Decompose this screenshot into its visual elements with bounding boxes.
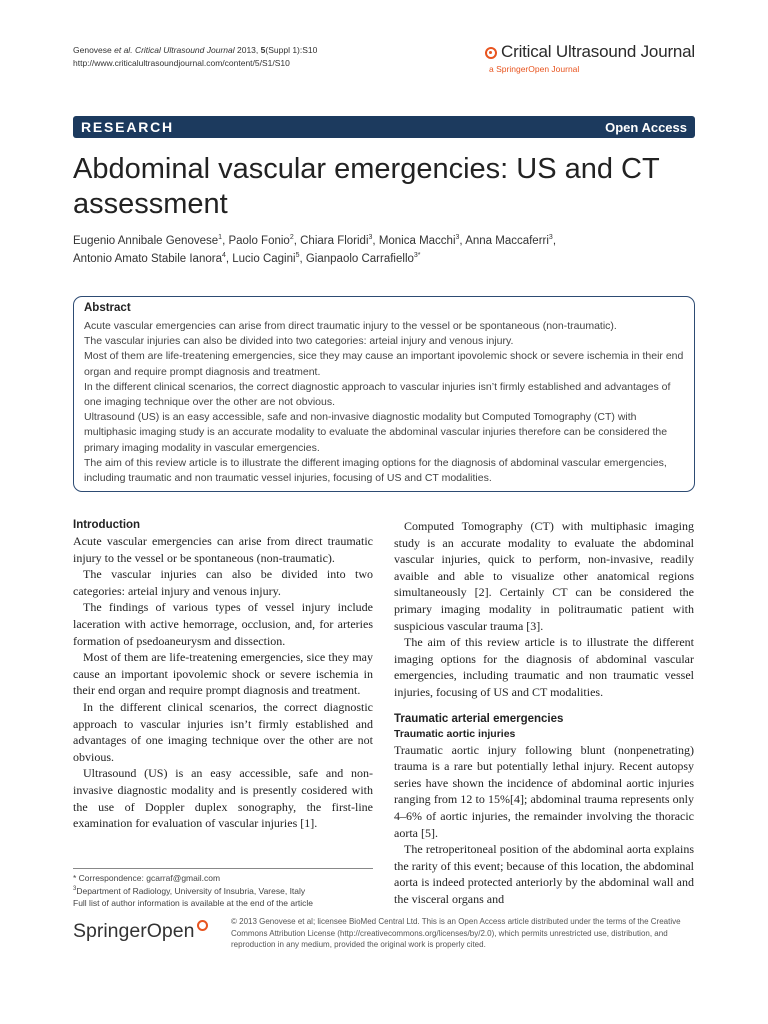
body-paragraph: The findings of various types of vessel injury include laceration with active hemorrage, occlusion, and, for arteries formation of psedoaneurysm and dissection. bbox=[73, 600, 373, 648]
correspondence-note: * Correspondence: gcarraf@gmail.com bbox=[73, 873, 221, 883]
author: Eugenio Annibale Genovese$^1$, bbox=[73, 234, 229, 247]
body-paragraph: Most of them are life-treatening emergencies, sice they may cause an important ipovolemic shock or severe ischemia in their end organ and require prompt diagnosis and treatment. bbox=[73, 650, 373, 698]
abstract-paragraph: The aim of this review article is to illustrate the different imaging options for the diagnosis of abdominal vascular emergencies, including traumatic and non traumatic vessel injuries, focusing of US and CT modalities. bbox=[84, 456, 667, 485]
affiliation-note: $^3$Department of Radiology, University of Insubria, Varese, Italy bbox=[73, 885, 306, 896]
abstract-paragraph: Ultrasound (US) is an easy accessible, safe and non-invasive diagnostic modality but Computed Tomography (CT) with multiphasic imaging study is an accurate modality to evaluate the abdominal vascular injuries therefore can be considered the primary imaging modality in vascular emergencies. bbox=[84, 411, 668, 454]
journal-name: Critical Ultrasound Journal bbox=[501, 42, 695, 61]
author: Lucio Cagini$^5$, bbox=[232, 252, 306, 265]
body-paragraph: In the different clinical scenarios, the correct diagnostic approach to vascular injuries isn’t firmly established and advantages of one imaging technique over the other are not obvious. bbox=[73, 699, 373, 764]
abstract-paragraph: In the different clinical scenarios, the correct diagnostic approach to vascular injuries isn’t firmly established and advantages of one imaging technique over the other are not obvious. bbox=[84, 380, 671, 409]
body-paragraph: Traumatic aortic injury following blunt (nonpenetrating) trauma is a rare but potentially lethal injury. Recent autopsy series have shown the incidence of abdominal aortic injuries ranging from 12 to 15%[4]; abdominal trauma represents only 4–6% of aortic injuries, the remainder involving the thoracic aorta [5]. bbox=[394, 742, 694, 840]
article-title: Abdominal vascular emergencies: US and CT assessment bbox=[73, 153, 660, 220]
body-paragraph: The retroperitoneal position of the abdominal aorta explains the rarity of this event; because of this location, the abdominal aorta is indeed protected anteriorly by the abdominal wall and the visceral organs and bbox=[394, 842, 694, 906]
citation-header bbox=[73, 44, 317, 70]
springer-logo-icon bbox=[197, 920, 208, 931]
body-paragraph: Computed Tomography (CT) with multiphasic imaging study is an accurate modality to evaluate the abdominal vascular injuries, quick to perform, non-invasive, readily avaible and able to visualize other anatomical regions simultaneously [2]. Certainly CT can be considered the primary imaging modality in politraumatic patient with suspicious vascular trauma [3]. bbox=[394, 519, 694, 633]
publisher-logo bbox=[73, 920, 208, 943]
abstract-heading: Abstract bbox=[84, 302, 131, 314]
body-paragraph: The aim of this review article is to illustrate the different imaging options for the diagnosis of abdominal vascular emergencies, including traumatic and non traumatic vessel injuries, focusing of US and CT modalities. bbox=[394, 635, 694, 699]
body-paragraph: The vascular injuries can also be divided into two categories: arteial injury and venous injury. bbox=[73, 567, 373, 598]
abstract-paragraph: Most of them are life-treatening emergencies, sice they may cause an important ipovolemic shock or severe ischemia in their end organ and require prompt diagnosis and treatment. bbox=[84, 350, 684, 378]
journal-brand bbox=[485, 42, 695, 74]
author-info-note: Full list of author information is available at the end of the article bbox=[73, 898, 314, 909]
body-column-right bbox=[394, 518, 694, 907]
author: Chiara Floridi$^3$, bbox=[300, 234, 379, 247]
body-paragraph: Ultrasound (US) is an easy accessible, safe and non-invasive diagnostic modality and is presently cosidered with the use of Doppler duplex sonography, the first-line examination for evaluation of vascular injuries [1]. bbox=[73, 766, 373, 831]
author: Gianpaolo Carrafiello$^{3*}$ bbox=[305, 252, 421, 265]
author-list bbox=[73, 232, 693, 268]
article-type-label: RESEARCH bbox=[81, 119, 174, 135]
license-text: © 2013 Genovese et al; licensee BioMed Central Ltd. This is an Open Access article distributed under the terms of the Creative Commons Attribution License (http://creativecommons.org/licenses/by/2.0), which permits unrestricted use, distribution, and reproduction in any medium, provided the original work is properly cited. bbox=[231, 917, 681, 949]
abstract-paragraph: Acute vascular emergencies can arise from direct traumatic injury to the vessel or be spontaneous (non-traumatic). bbox=[84, 320, 617, 332]
author: Paolo Fonio$^2$, bbox=[228, 234, 301, 247]
abstract-paragraph: The vascular injuries can also be divided into two categories: arteial injury and venous injury. bbox=[84, 335, 514, 348]
journal-subtitle: a SpringerOpen Journal bbox=[489, 64, 580, 74]
body-column-left bbox=[73, 518, 373, 832]
author: Anna Maccaferri$^3$, bbox=[465, 234, 557, 247]
journal-logo-icon bbox=[485, 47, 497, 59]
footnotes bbox=[73, 868, 373, 910]
article-type-banner bbox=[73, 116, 695, 138]
author: Monica Macchi$^3$, bbox=[378, 234, 466, 247]
subsection-heading-aortic: Traumatic aortic injuries bbox=[394, 727, 516, 740]
section-heading-traumatic-arterial: Traumatic arterial emergencies bbox=[394, 712, 564, 725]
abstract-box bbox=[73, 296, 695, 492]
section-heading-introduction: Introduction bbox=[73, 519, 141, 531]
author: Antonio Amato Stabile Ianora$^4$, bbox=[73, 252, 233, 265]
body-paragraph: Acute vascular emergencies can arise from direct traumatic injury to the vessel or be spontaneous (non-traumatic). bbox=[73, 534, 373, 565]
publisher-name: SpringerOpen bbox=[73, 920, 195, 942]
citation-line: Genovese et al. Critical Ultrasound Journal 2013, 5(Suppl 1):S10 bbox=[73, 45, 318, 55]
open-access-label: Open Access bbox=[605, 119, 687, 135]
article-url[interactable]: http://www.criticalultrasoundjournal.com/content/5/S1/S10 bbox=[73, 58, 290, 68]
